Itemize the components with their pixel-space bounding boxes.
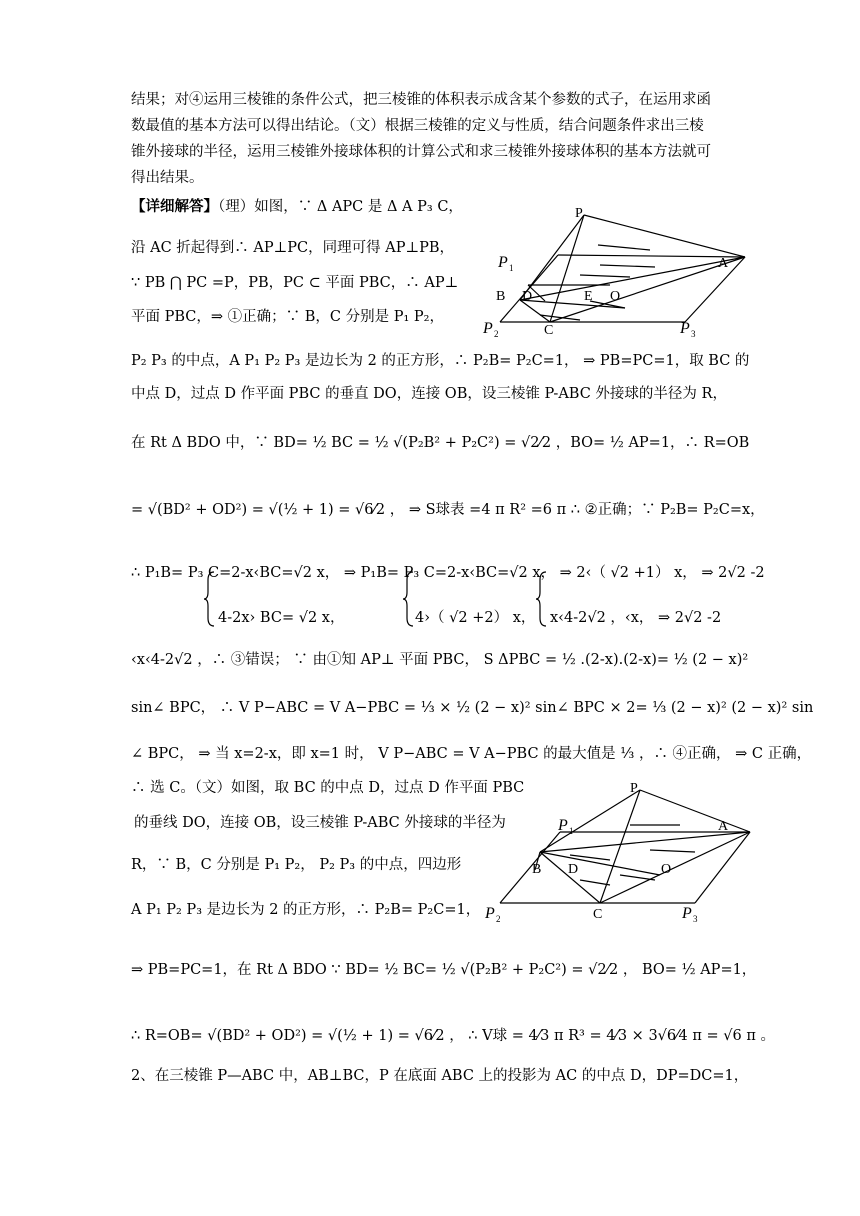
- text-line-24: [131, 960, 756, 980]
- text-line-11: [131, 433, 749, 453]
- line-text: = √(BD² + OD²) = √(½ + 1) = √6⁄2 ， ⇒ S球表 =4 π R² =6 π ∴ ②正确；∵ P₂B= P₂C=x，: [131, 502, 765, 518]
- line-text: 4›（ √2 +2） x，: [415, 610, 536, 626]
- text-line-10: [131, 384, 727, 404]
- figure-1-diagram: [480, 205, 780, 345]
- label-p2: P: [483, 320, 493, 337]
- line-text: 的垂线 DO，连接 OB，设三棱锥 P-ABC 外接球的半径为: [134, 815, 506, 831]
- label-b: B: [496, 289, 506, 304]
- label-o: O: [661, 862, 672, 877]
- text-line-3: [131, 142, 711, 162]
- label-p: P: [575, 206, 583, 221]
- line-text: 锥外接球的半径，运用三棱锥外接球体积的计算公式和求三棱锥外接球体积的基本方法就可: [131, 144, 711, 160]
- brace-3: [536, 570, 548, 628]
- line-text: 结果；对④运用三棱锥的条件公式，把三棱锥的体积表示成含某个参数的式子，在运用求函: [131, 92, 711, 108]
- label-c: C: [544, 323, 554, 338]
- label-d: D: [568, 862, 579, 877]
- line-text: 平面 PBC，⇒ ①正确；∵ B，C 分别是 P₁ P₂，: [131, 309, 444, 325]
- line-text: P₂ P₃ 的中点，A P₁ P₂ P₃ 是边长为 2 的正方形，∴ P₂B= P₂C=1， ⇒ PB=PC=1，取 BC 的: [131, 353, 750, 369]
- label-p2: P: [485, 905, 495, 922]
- text-line-5: [131, 197, 463, 217]
- text-line-12: [131, 500, 765, 520]
- text-line-26: [131, 1066, 748, 1086]
- text-line-16: [550, 608, 721, 628]
- label-b: B: [532, 862, 542, 877]
- bold-heading: 【详细解答】: [131, 198, 218, 215]
- label-o: O: [610, 289, 621, 304]
- text-line-19: [131, 744, 811, 764]
- text-line-1: [131, 90, 711, 110]
- line-text: 在 Rt Δ BDO 中，∵ BD= ½ BC = ½ √(P₂B² + P₂C²) = √2⁄2 ，BO= ½ AP=1，∴ R=OB: [131, 435, 750, 451]
- text-line-18: [131, 698, 813, 718]
- line-text: 4-2x› BC= √2 x，: [218, 610, 345, 626]
- line-text: ∴ 选 C。（文）如图，取 BC 的中点 D，过点 D 作平面 PBC: [131, 780, 525, 796]
- label-p: P: [630, 781, 638, 796]
- text-line-23: [131, 900, 480, 920]
- line-text: sin∠ BPC， ∴ V P−ABC = V A−PBC = ⅓ × ½ (2 − x)² sin∠ BPC × 2= ⅓ (2 − x)² (2 − x)² sin: [131, 700, 814, 716]
- text-line-25: [131, 1026, 775, 1046]
- label-e: E: [584, 289, 593, 304]
- text-line-22: [131, 855, 461, 875]
- text-line-9: [131, 351, 749, 371]
- label-p2-sub: 2: [494, 329, 499, 339]
- brace-1: [204, 570, 216, 628]
- line-text: 数最值的基本方法可以得出结论。（文）根据三棱锥的定义与性质，结合问题条件求出三棱: [131, 118, 704, 134]
- line-text: 2、在三棱锥 P—ABC 中，AB⊥BC，P 在底面 ABC 上的投影为 AC 的中点 D，DP=DC=1，: [131, 1068, 749, 1084]
- label-c: C: [593, 907, 603, 922]
- label-p3-sub: 3: [691, 329, 696, 339]
- line-text: ∠ BPC， ⇒ 当 x=2-x，即 x=1 时， V P−ABC = V A−PBC 的最大值是 ⅓ ，∴ ④正确， ⇒ C 正确，: [131, 746, 812, 762]
- line-text: 中点 D，过点 D 作平面 PBC 的垂直 DO，连接 OB，设三棱锥 P-ABC 外接球的半径为 R，: [131, 386, 727, 402]
- text-line-2: [131, 116, 704, 136]
- line-text: ∴ P₁B= P₃ C=2-x‹BC=√2 x， ⇒ P₁B= P₃ C=2-x‹BC=√2 x， ⇒ 2‹（ √2 +1） x， ⇒ 2√2 -2: [131, 565, 765, 581]
- text-line-15: [415, 608, 535, 628]
- line-text: 沿 AC 折起得到∴ AP⊥PC，同理可得 AP⊥PB，: [131, 240, 454, 256]
- figure-2-diagram: [480, 780, 780, 930]
- label-p3: P: [682, 905, 692, 922]
- line-text: 得出结果。: [131, 170, 204, 186]
- label-p1-sub: 1: [509, 263, 514, 273]
- label-a: A: [718, 819, 729, 834]
- line-text: ‹x‹4-2√2 ，∴ ③错误； ∵ 由①知 AP⊥ 平面 PBC， S ΔPBC = ½ .(2-x).(2-x)= ½ (2 − x)²: [131, 652, 749, 668]
- label-p2-sub: 2: [496, 914, 501, 924]
- line-text: x‹4-2√2 ，‹x， ⇒ 2√2 -2: [550, 610, 722, 626]
- label-p1: P: [498, 254, 508, 271]
- line-text: A P₁ P₂ P₃ 是边长为 2 的正方形，∴ P₂B= P₂C=1，: [131, 902, 481, 918]
- label-p1: P: [558, 817, 568, 834]
- text-line-7: [131, 273, 458, 293]
- label-p3-sub: 3: [693, 914, 698, 924]
- line-text: R，∵ B，C 分别是 P₁ P₂， P₂ P₃ 的中点，四边形: [131, 857, 462, 873]
- figure-1-labels: [482, 206, 729, 339]
- text-line-4: [131, 168, 204, 188]
- text-line-13: [131, 563, 765, 583]
- label-p1-sub: 1: [569, 826, 574, 836]
- text-line-21: [134, 813, 506, 833]
- text-line-6: [131, 238, 454, 258]
- line-text: （理）如图，∵ Δ APC 是 Δ A P₃ C，: [218, 199, 463, 215]
- line-text: ∵ PB ⋂ PC =P，PB，PC ⊂ 平面 PBC，∴ AP⊥: [131, 275, 459, 291]
- text-line-17: [131, 650, 748, 670]
- label-d: D: [522, 289, 533, 304]
- brace-2: [403, 570, 415, 628]
- text-line-20: [131, 778, 524, 798]
- line-text: ⇒ PB=PC=1，在 Rt Δ BDO ∵ BD= ½ BC= ½ √(P₂B² + P₂C²) = √2⁄2 ， BO= ½ AP=1，: [131, 962, 757, 978]
- label-a: A: [718, 256, 729, 271]
- line-text: ∴ R=OB= √(BD² + OD²) = √(½ + 1) = √6⁄2 ， ∴ V球 = 4⁄3 π R³ = 4⁄3 × 3√6⁄4 π = √6 π 。: [131, 1028, 775, 1044]
- text-line-14: [218, 608, 344, 628]
- label-p3: P: [680, 320, 690, 337]
- text-line-8: [131, 307, 444, 327]
